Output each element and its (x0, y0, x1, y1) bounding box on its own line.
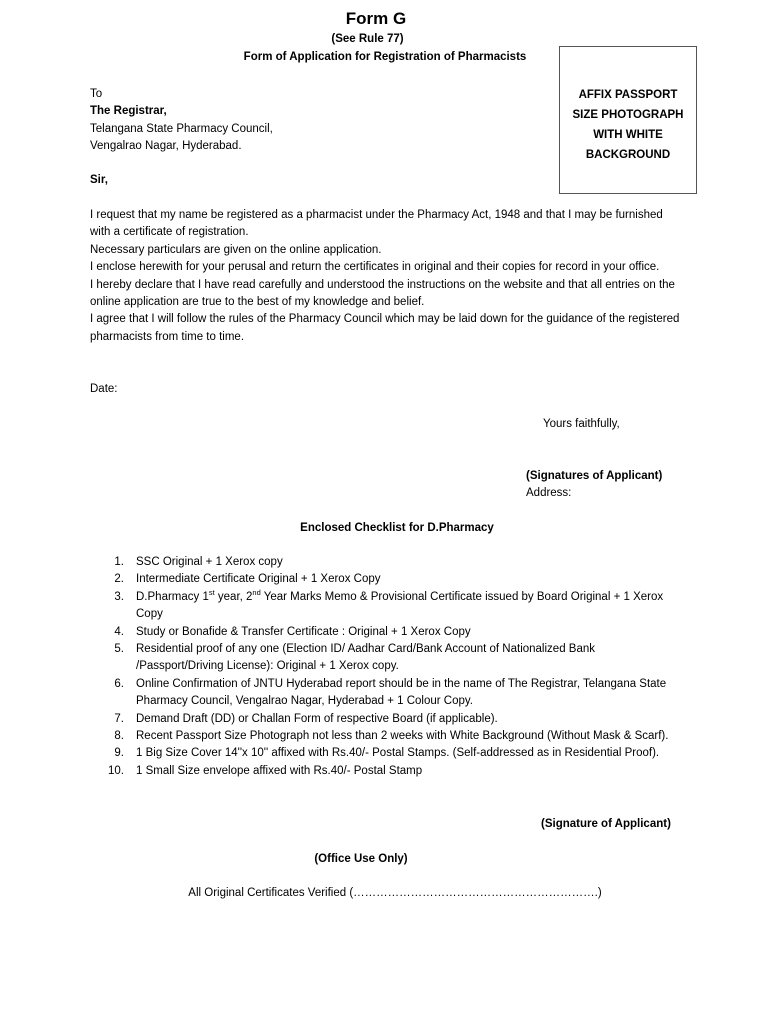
item-number: 8. (114, 730, 124, 743)
addressee: The Registrar, (90, 105, 167, 118)
item-text: Residential proof of any one (Election ID/ Aadhar Card/Bank Account of Nationalized Bank /Passport/Driving License): Original + 1 Xerox copy. (136, 643, 595, 673)
photo-instructions (560, 85, 696, 165)
checklist-item (110, 711, 685, 728)
address-to: To (90, 88, 103, 100)
body-paragraph: I request that my name be registered as a pharmacist under the Pharmacy Act, 1948 and that I may be furnished with a certificate of registration. (90, 209, 663, 239)
item-text: SSC Original + 1 Xerox copy (136, 556, 283, 568)
item-number: 10. (108, 764, 124, 777)
item-text: Study or Bonafide & Transfer Certificate : Original + 1 Xerox Copy (136, 625, 471, 638)
checklist-item (110, 763, 685, 780)
photo-line: WITH WHITE (593, 129, 663, 141)
item-number: 3. (114, 590, 124, 603)
item-number: 2. (114, 573, 124, 586)
photo-placeholder-box (559, 46, 697, 194)
body-paragraph: I agree that I will follow the rules of the Pharmacy Council which may be laid down for the guidance of the registered pharmacists from time to time. (90, 313, 680, 343)
item-text: Intermediate Certificate Original + 1 Xerox Copy (136, 573, 381, 586)
photo-line: SIZE PHOTOGRAPH (572, 109, 684, 121)
form-subtitle: Form of Application for Registration of Pharmacists (243, 51, 527, 63)
checklist-item (110, 676, 685, 711)
item-number: 1. (114, 556, 124, 568)
checklist-item (110, 728, 685, 745)
ordinal-suffix: nd (252, 587, 261, 597)
address-line: Vengalrao Nagar, Hyderabad. (90, 140, 242, 153)
checklist-item (110, 554, 685, 571)
item-text: 1 Big Size Cover 14''x 10'' affixed with Rs.40/- Postal Stamps. (Self-addressed as in Residential Proof). (136, 747, 660, 760)
item-text: 1 Small Size envelope affixed with Rs.40/- Postal Stamp (136, 764, 423, 777)
item-text-part: D.Pharmacy 1 (136, 590, 209, 603)
checklist-item (110, 571, 685, 588)
body-paragraph: I enclose herewith for your perusal and return the certificates in original and their copies for record in your office. (90, 261, 660, 274)
salutation: Sir, (90, 174, 108, 186)
address-line: Telangana State Pharmacy Council, (90, 122, 273, 135)
applicant-signature-label: (Signatures of Applicant) (526, 470, 663, 482)
date-label: Date: (90, 383, 118, 395)
application-body (90, 207, 682, 346)
item-number: 6. (114, 677, 124, 690)
form-title: Form G (345, 9, 407, 28)
body-paragraph: Necessary particulars are given on the online application. (90, 243, 382, 256)
item-number: 4. (114, 625, 124, 638)
checklist-item (110, 641, 685, 676)
body-paragraph: I hereby declare that I have read carefully and understood the instructions on the website and that all entries on the online application are true to the best of my knowledge and belief. (90, 278, 675, 309)
photo-line: BACKGROUND (585, 149, 671, 161)
checklist-signature-label: (Signature of Applicant) (541, 818, 671, 830)
certificates-verified-line: All Original Certificates Verified (……………………………………………………….) (188, 887, 602, 899)
closing-yours-faithfully: Yours faithfully, (543, 418, 620, 430)
item-number: 9. (114, 747, 124, 760)
item-text-part: year, 2 (214, 590, 253, 603)
checklist-item (110, 589, 685, 624)
checklist-item (110, 624, 685, 641)
item-text: Online Confirmation of JNTU Hyderabad report should be in the name of The Registrar, Telangana State Pharmacy Council, Vengalrao Nagar, Hyderabad + 1 Colour Copy. (136, 677, 667, 708)
applicant-address-label: Address: (526, 487, 572, 499)
checklist-title: Enclosed Checklist for D.Pharmacy (300, 522, 494, 534)
item-text-part: Year Marks Memo & Provisional Certificate issued by Board Original + 1 Xerox Copy (136, 590, 664, 621)
item-number: 5. (114, 643, 124, 656)
photo-line: AFFIX PASSPORT (578, 89, 678, 101)
item-text: Demand Draft (DD) or Challan Form of respective Board (if applicable). (136, 712, 498, 725)
ordinal-suffix: st (208, 587, 215, 597)
item-number: 7. (114, 712, 124, 725)
address-block (90, 86, 510, 156)
checklist-item (110, 745, 685, 762)
checklist (110, 554, 685, 780)
rule-reference: (See Rule 77) (331, 33, 404, 45)
item-text: Recent Passport Size Photograph not less than 2 weeks with White Background (Without Mask & Scarf). (136, 730, 669, 743)
office-use-title: (Office Use Only) (314, 853, 408, 865)
